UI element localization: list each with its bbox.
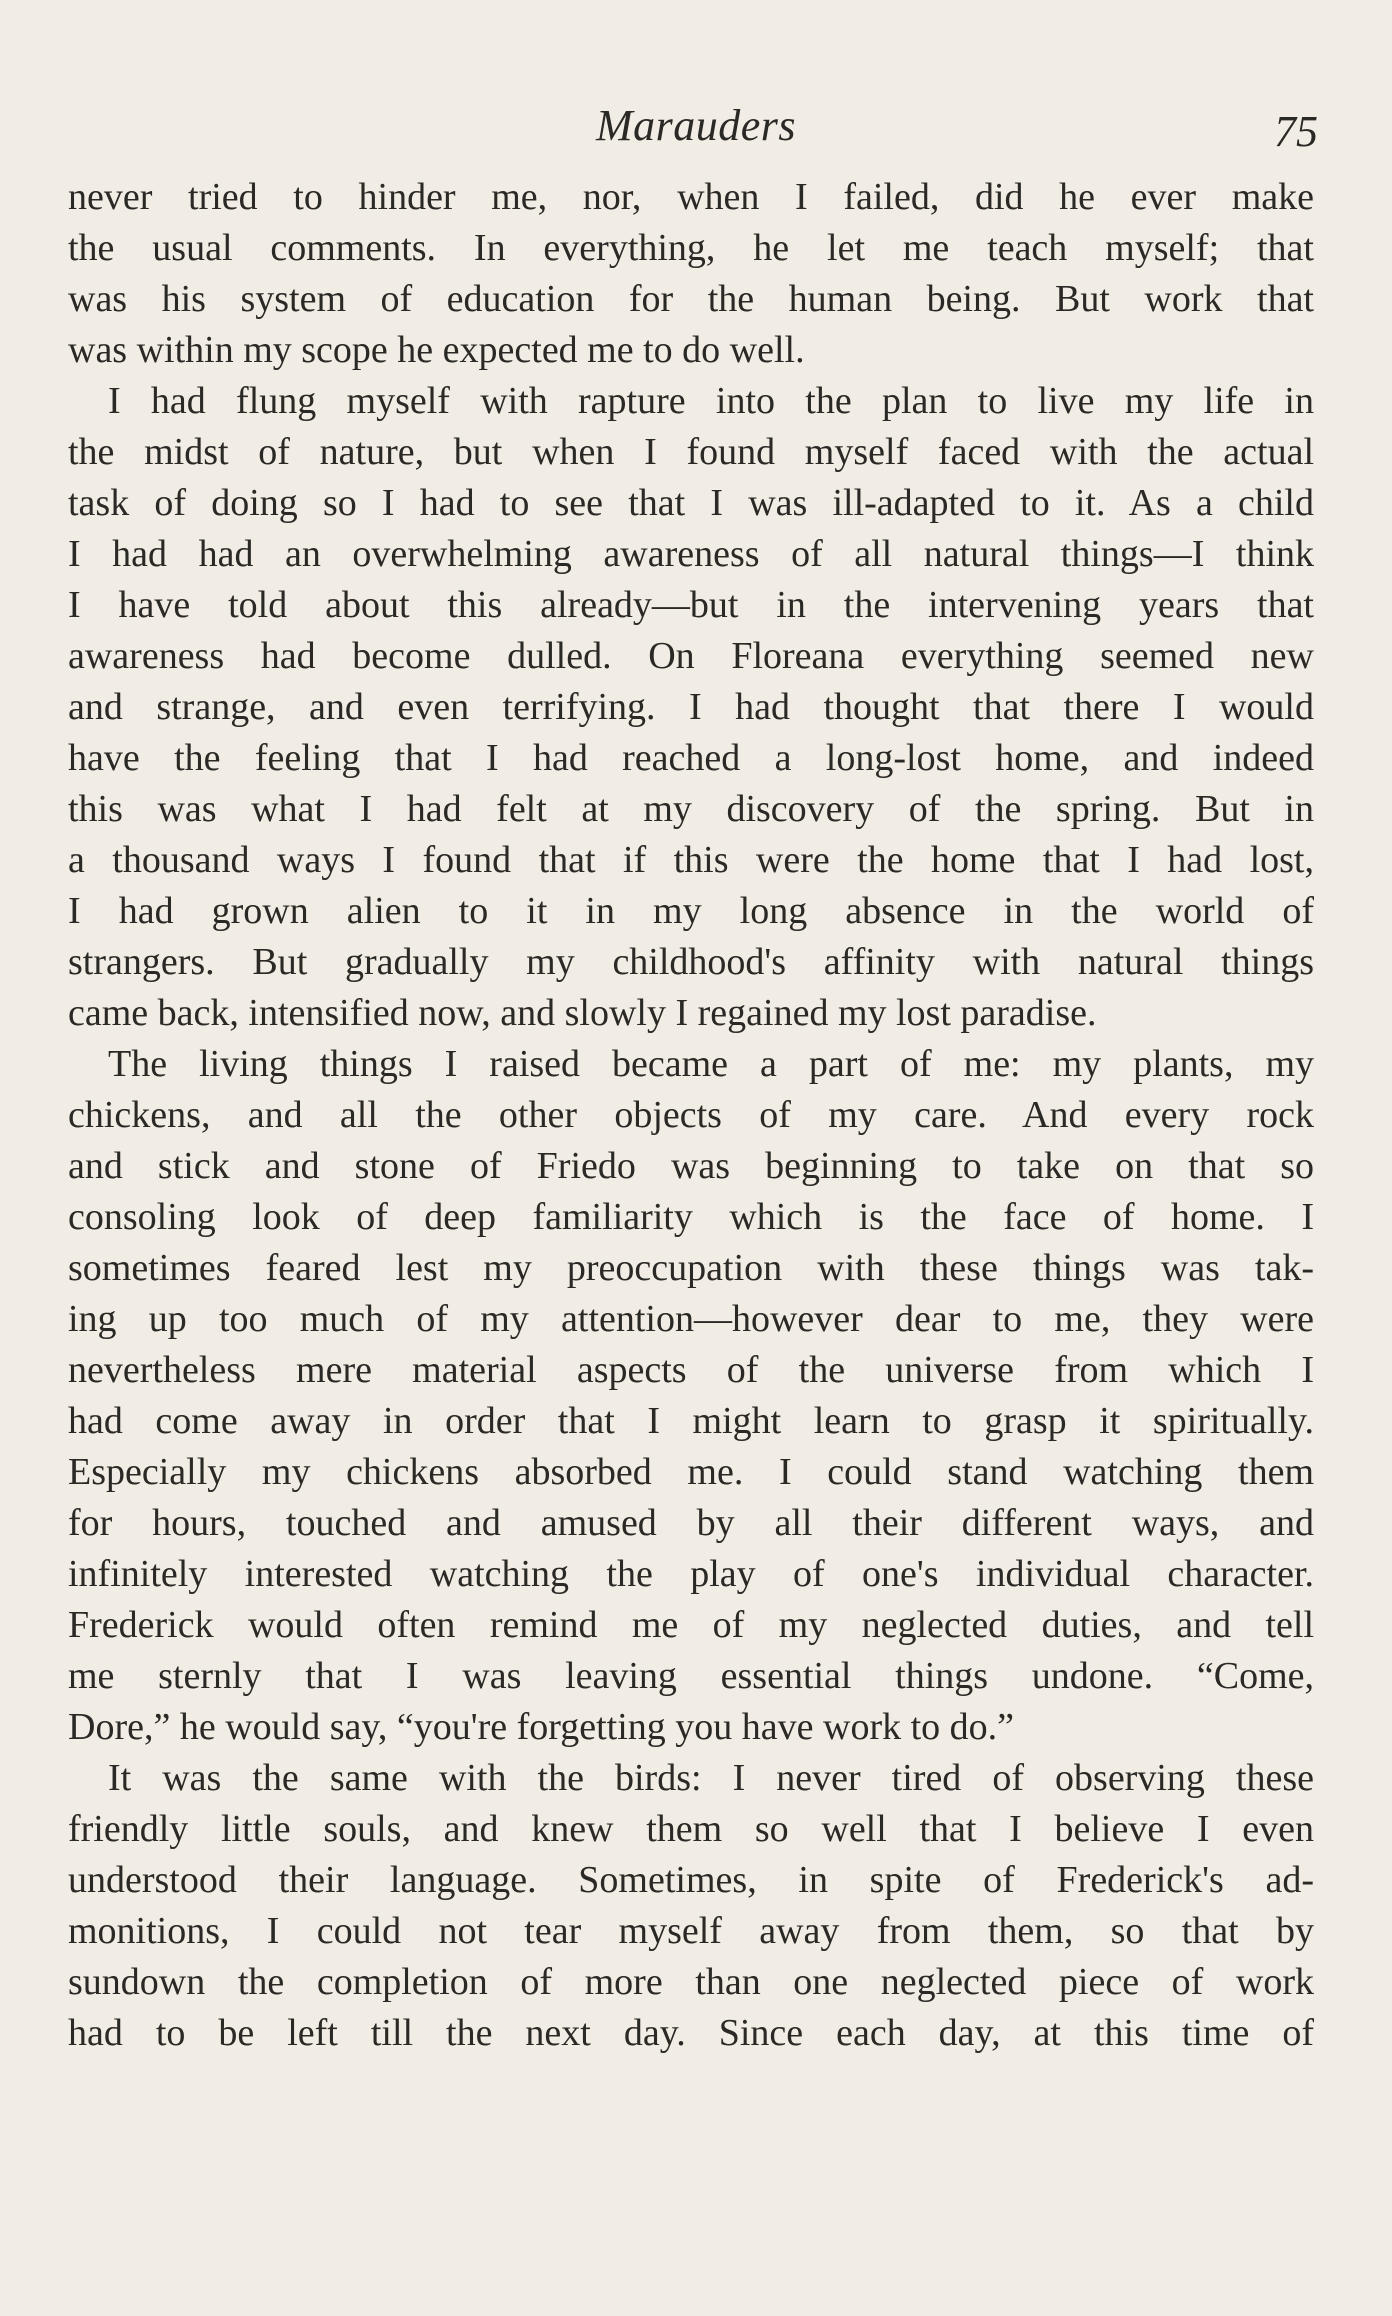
text-line: and strange, and even terrifying. I had thought that there I would — [68, 686, 1314, 728]
text-line: infinitely interested watching the play of one's individual character. — [68, 1553, 1314, 1595]
paragraph — [68, 1753, 1314, 2059]
text-line: consoling look of deep familiarity which is the face of home. I — [68, 1196, 1314, 1238]
text-line: ing up too much of my attention—however dear to me, they were — [68, 1298, 1314, 1340]
text-line: awareness had become dulled. On Floreana everything seemed new — [68, 635, 1314, 677]
text-line: sometimes feared lest my preoccupation with these things was tak- — [68, 1247, 1314, 1289]
text-line: was within my scope he expected me to do well. — [68, 329, 805, 371]
running-title: Marauders — [595, 101, 797, 150]
text-line: have the feeling that I had reached a long-lost home, and indeed — [68, 737, 1314, 779]
text-line: chickens, and all the other objects of my care. And every rock — [68, 1094, 1314, 1136]
text-line: came back, intensified now, and slowly I regained my lost paradise. — [68, 992, 1097, 1034]
text-line: had come away in order that I might learn to grasp it spiritually. — [68, 1400, 1314, 1442]
text-line: never tried to hinder me, nor, when I failed, did he ever make — [68, 176, 1314, 218]
text-line: Especially my chickens absorbed me. I could stand watching them — [68, 1451, 1314, 1493]
text-line: task of doing so I had to see that I was ill-adapted to it. As a child — [68, 482, 1314, 524]
page-number: 75 — [1274, 107, 1318, 156]
text-line: the usual comments. In everything, he let me teach myself; that — [68, 227, 1314, 269]
text-line: was his system of education for the human being. But work that — [68, 278, 1314, 320]
text-line: a thousand ways I found that if this were the home that I had lost, — [68, 839, 1314, 881]
text-line: the midst of nature, but when I found myself faced with the actual — [68, 431, 1314, 473]
text-line: Dore,” he would say, “you're forgetting you have work to do.” — [68, 1706, 1015, 1748]
text-line: understood their language. Sometimes, in spite of Frederick's ad- — [68, 1859, 1314, 1901]
paragraph — [68, 172, 1314, 376]
body-text — [68, 172, 1314, 2059]
paragraph — [68, 376, 1314, 1039]
text-line: strangers. But gradually my childhood's affinity with natural things — [68, 941, 1314, 983]
text-line: me sternly that I was leaving essential things undone. “Come, — [68, 1655, 1314, 1697]
text-line: I had flung myself with rapture into the plan to live my life in — [108, 380, 1314, 422]
text-line: I had had an overwhelming awareness of all natural things—I think — [68, 533, 1314, 575]
text-line: this was what I had felt at my discovery of the spring. But in — [68, 788, 1314, 830]
text-line: for hours, touched and amused by all their different ways, and — [68, 1502, 1314, 1544]
text-line: friendly little souls, and knew them so well that I believe I even — [68, 1808, 1314, 1850]
text-line: The living things I raised became a part of me: my plants, my — [108, 1043, 1314, 1085]
text-line: monitions, I could not tear myself away from them, so that by — [68, 1910, 1314, 1952]
text-line: I have told about this already—but in the intervening years that — [68, 584, 1314, 626]
text-line: nevertheless mere material aspects of the universe from which I — [68, 1349, 1314, 1391]
text-line: and stick and stone of Friedo was beginning to take on that so — [68, 1145, 1314, 1187]
text-line: had to be left till the next day. Since each day, at this time of — [68, 2012, 1314, 2054]
text-line: Frederick would often remind me of my neglected duties, and tell — [68, 1604, 1314, 1646]
paragraph — [68, 1039, 1314, 1753]
running-header — [0, 96, 1392, 156]
text-line: I had grown alien to it in my long absence in the world of — [68, 890, 1314, 932]
text-line: It was the same with the birds: I never tired of observing these — [108, 1757, 1314, 1799]
text-line: sundown the completion of more than one neglected piece of work — [68, 1961, 1314, 2003]
